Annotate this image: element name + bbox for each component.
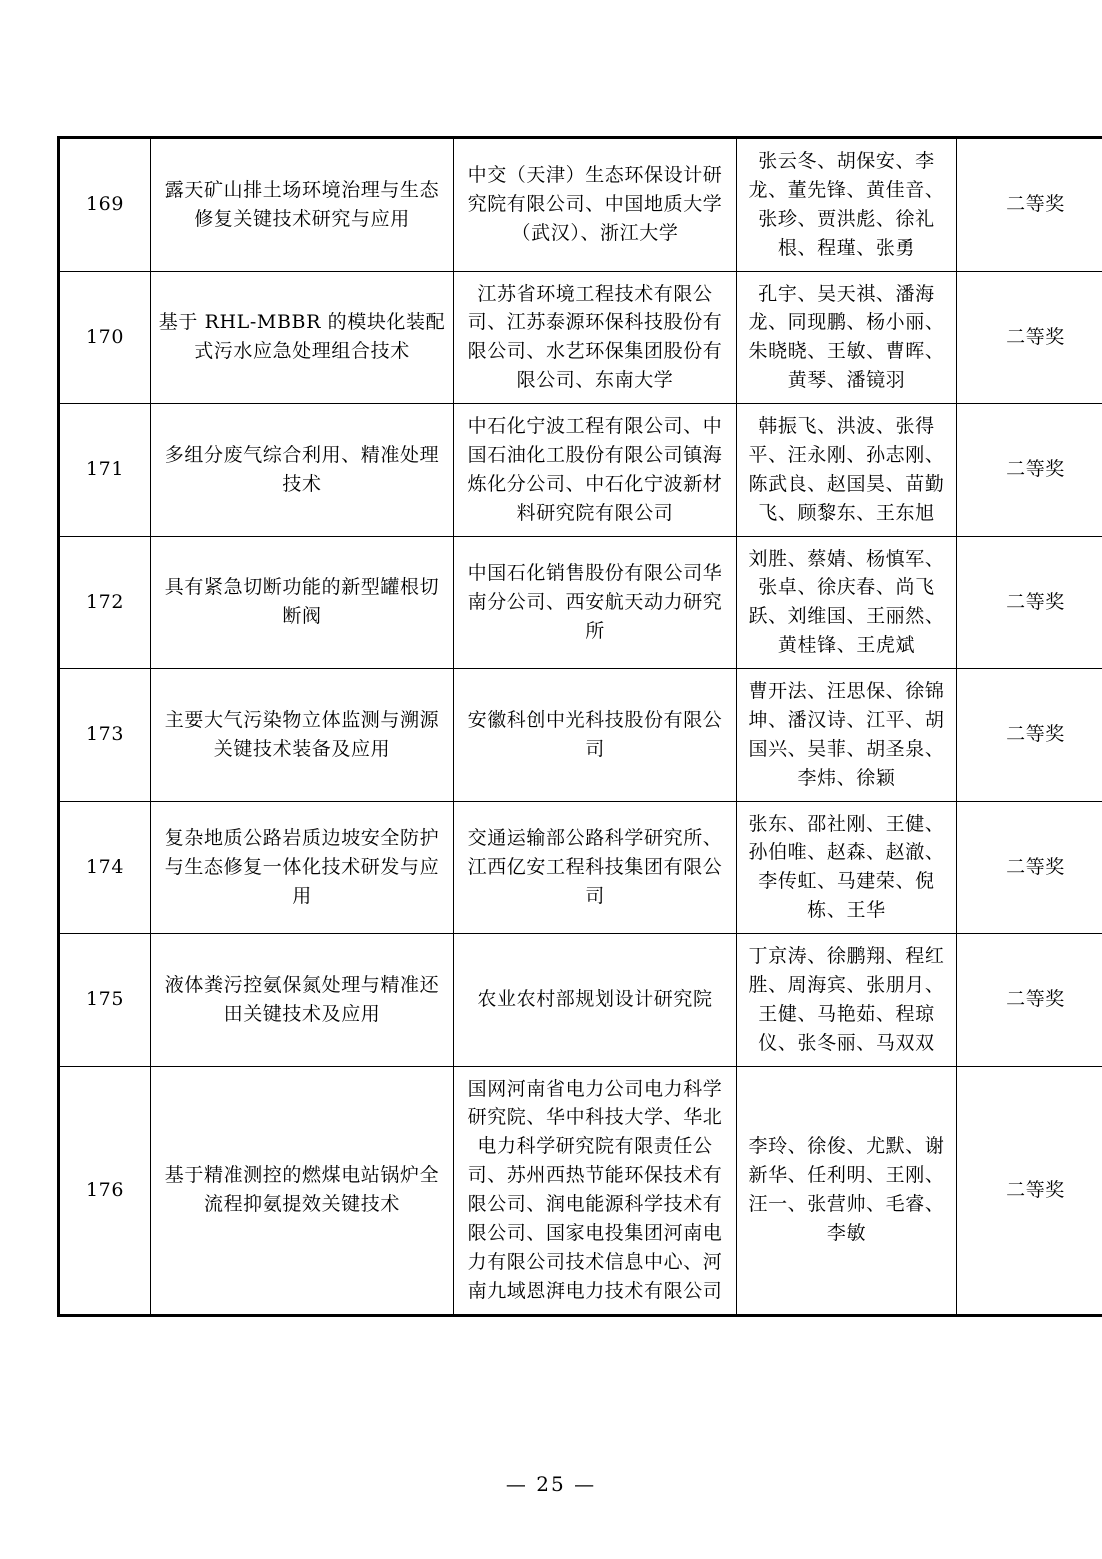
row-contributors: 韩振飞、洪波、张得平、汪永刚、孙志刚、陈武良、赵国昊、苗勤飞、顾黎东、王东旭: [737, 404, 957, 537]
row-number: 174: [59, 801, 151, 934]
row-number: 170: [59, 271, 151, 404]
table-row: [59, 1066, 1102, 1315]
row-award-level: 二等奖: [957, 404, 1102, 537]
row-award-level: 二等奖: [957, 1066, 1102, 1315]
row-award-level: 二等奖: [957, 669, 1102, 802]
row-project-title: 基于 RHL-MBBR 的模块化装配式污水应急处理组合技术: [151, 271, 454, 404]
table-row: [59, 138, 1102, 272]
row-project-title: 露天矿山排土场环境治理与生态修复关键技术研究与应用: [151, 138, 454, 272]
row-project-title: 多组分废气综合利用、精准处理技术: [151, 404, 454, 537]
row-project-title: 液体粪污控氨保氮处理与精准还田关键技术及应用: [151, 934, 454, 1067]
row-organizations: 农业农村部规划设计研究院: [454, 934, 737, 1067]
row-contributors: 刘胜、蔡婧、杨慎军、张卓、徐庆春、尚飞跃、刘维国、王丽然、黄桂锋、王虎斌: [737, 536, 957, 669]
awards-table-body: [59, 138, 1102, 1316]
row-award-level: 二等奖: [957, 271, 1102, 404]
row-organizations: 中交（天津）生态环保设计研究院有限公司、中国地质大学（武汉）、浙江大学: [454, 138, 737, 272]
row-contributors: 张东、邵社刚、王健、孙伯唯、赵森、赵澈、李传虹、马建荣、倪栋、王华: [737, 801, 957, 934]
row-number: 176: [59, 1066, 151, 1315]
row-contributors: 张云冬、胡保安、李龙、董先锋、黄佳音、张珍、贾洪彪、徐礼根、程瑾、张勇: [737, 138, 957, 272]
row-contributors: 丁京涛、徐鹏翔、程红胜、周海宾、张朋月、王健、马艳茹、程琼仪、张冬丽、马双双: [737, 934, 957, 1067]
row-award-level: 二等奖: [957, 934, 1102, 1067]
page-number: — 25 —: [505, 1472, 597, 1496]
awards-table: [57, 136, 1102, 1317]
row-project-title: 复杂地质公路岩质边坡安全防护与生态修复一体化技术研发与应用: [151, 801, 454, 934]
table-row: [59, 669, 1102, 802]
table-row: [59, 404, 1102, 537]
row-project-title: 主要大气污染物立体监测与溯源关键技术装备及应用: [151, 669, 454, 802]
table-row: [59, 934, 1102, 1067]
table-row: [59, 271, 1102, 404]
row-project-title: 具有紧急切断功能的新型罐根切断阀: [151, 536, 454, 669]
row-award-level: 二等奖: [957, 801, 1102, 934]
row-organizations: 江苏省环境工程技术有限公司、江苏泰源环保科技股份有限公司、水艺环保集团股份有限公司、东南大学: [454, 271, 737, 404]
row-organizations: 中国石化销售股份有限公司华南分公司、西安航天动力研究所: [454, 536, 737, 669]
row-organizations: 中石化宁波工程有限公司、中国石油化工股份有限公司镇海炼化分公司、中石化宁波新材料研究院有限公司: [454, 404, 737, 537]
row-award-level: 二等奖: [957, 138, 1102, 272]
row-project-title: 基于精准测控的燃煤电站锅炉全流程抑氨提效关键技术: [151, 1066, 454, 1315]
row-organizations: 安徽科创中光科技股份有限公司: [454, 669, 737, 802]
row-award-level: 二等奖: [957, 536, 1102, 669]
row-organizations: 交通运输部公路科学研究所、江西亿安工程科技集团有限公司: [454, 801, 737, 934]
table-row: [59, 536, 1102, 669]
row-number: 172: [59, 536, 151, 669]
row-contributors: 李玲、徐俊、尤默、谢新华、任利明、王刚、汪一、张营帅、毛睿、李敏: [737, 1066, 957, 1315]
row-number: 175: [59, 934, 151, 1067]
row-organizations: 国网河南省电力公司电力科学研究院、华中科技大学、华北电力科学研究院有限责任公司、苏州西热节能环保技术有限公司、润电能源科学技术有限公司、国家电投集团河南电力有限公司技术信息中心、河南九域恩湃电力技术有限公司: [454, 1066, 737, 1315]
awards-table-container: [57, 136, 1065, 1317]
row-number: 171: [59, 404, 151, 537]
table-row: [59, 801, 1102, 934]
row-contributors: 孔宇、吴天祺、潘海龙、同现鹏、杨小丽、朱晓晓、王敏、曹晖、黄琴、潘镜羽: [737, 271, 957, 404]
row-contributors: 曹开法、汪思保、徐锦坤、潘汉诗、江平、胡国兴、吴菲、胡圣泉、李炜、徐颖: [737, 669, 957, 802]
row-number: 173: [59, 669, 151, 802]
row-number: 169: [59, 138, 151, 272]
